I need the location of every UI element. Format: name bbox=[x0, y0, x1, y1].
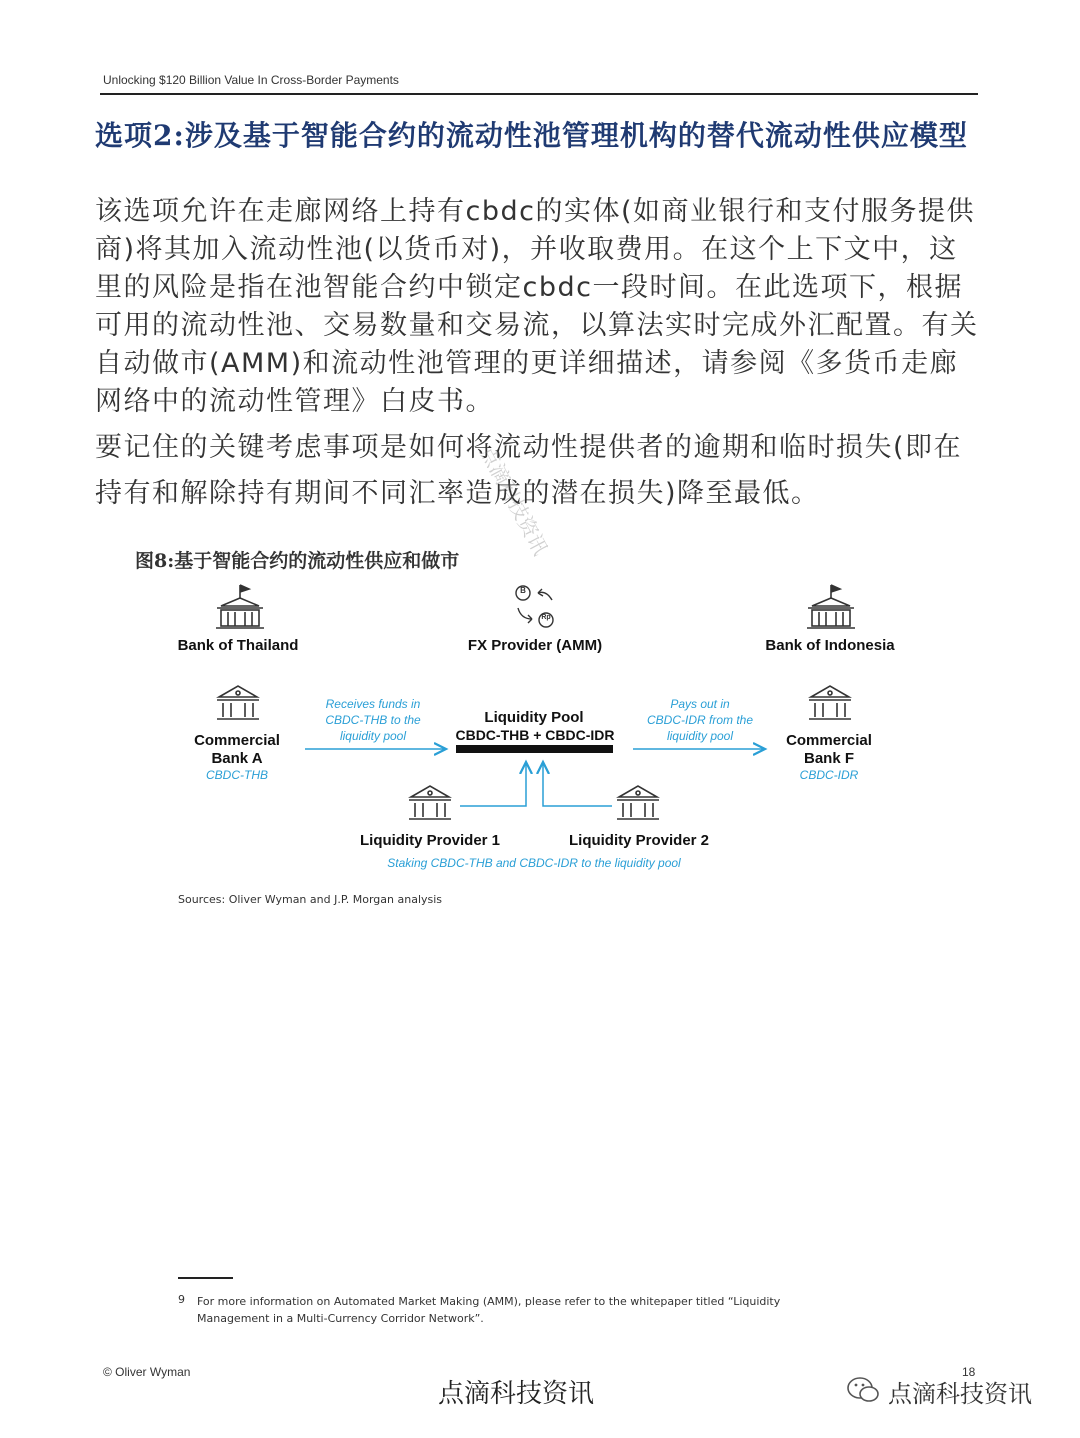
copyright: © Oliver Wyman bbox=[103, 1365, 191, 1379]
commercial-bank-f-label: Commercial Bank F bbox=[786, 732, 872, 767]
paragraph-2: 要记住的关键考虑事项是如何将流动性提供者的逾期和临时损失(即在持有和解除持有期间不同汇率造成的潜在损失)降至最低。 bbox=[95, 432, 963, 509]
section-title: 选项2:涉及基于智能合约的流动性池管理机构的替代流动性供应模型 bbox=[95, 119, 968, 152]
central-bank-icon-thailand bbox=[216, 585, 264, 628]
liquidity-pool-title: Liquidity Pool bbox=[484, 709, 584, 726]
arrow-lp1-to-pool bbox=[460, 762, 526, 806]
fx-provider-label: FX Provider (AMM) bbox=[467, 637, 603, 654]
commercial-bank-a-currency: CBDC-THB bbox=[206, 768, 268, 782]
commercial-bank-icon-a bbox=[217, 686, 259, 719]
footer-brand: 点滴科技资讯 bbox=[438, 1379, 595, 1409]
arrow-lp2-to-pool bbox=[543, 762, 612, 806]
staking-note: Staking CBDC-THB and CBDC-IDR to the liquidity pool bbox=[387, 856, 681, 870]
footnote-text: For more information on Automated Market Making (AMM), please refer to the whitepaper titled “Liquidity Management in a Multi-Currency Corridor Network”. bbox=[197, 1295, 781, 1325]
footnote-rule bbox=[178, 1277, 233, 1279]
commercial-bank-icon-f bbox=[809, 686, 851, 719]
paragraph-1: 该选项允许在走廊网络上持有cbdc的实体(如商业银行和支付服务提供商)将其加入流动性池(以货币对)，并收取费用。在这个上下文中，这里的风险是指在池智能合约中锁定cbdc一段时间。在此选项下，根据可用的流动性池、交易数量和交易流，以算法实时完成外汇配置。有关自动做市(AMM)和流动性池管理的更详细描述，请参阅《多货币走廊网络中的流动性管理》白皮书。 bbox=[95, 196, 979, 417]
running-header: Unlocking $120 Billion Value In Cross-Border Payments bbox=[103, 73, 399, 87]
wechat-icon bbox=[846, 1375, 882, 1405]
sources-note: Sources: Oliver Wyman and J.P. Morgan analysis bbox=[178, 893, 443, 906]
liquidity-pool-bar bbox=[456, 745, 613, 753]
wechat-account-name: 点滴科技资讯 bbox=[888, 1380, 1032, 1408]
watermark: 点滴科技资讯 bbox=[475, 441, 553, 560]
footnote-number: 9 bbox=[178, 1293, 185, 1306]
liquidity-pool-pair: CBDC-THB + CBDC-IDR bbox=[455, 727, 615, 743]
fx-symbol-baht: B bbox=[520, 586, 526, 595]
liquidity-provider-2-label: Liquidity Provider 2 bbox=[568, 832, 710, 849]
central-bank-icon-indonesia bbox=[807, 585, 855, 628]
commercial-bank-a-label: Commercial Bank A bbox=[194, 732, 280, 767]
fx-symbol-rupiah: Rp bbox=[541, 614, 551, 621]
bank-of-thailand-label: Bank of Thailand bbox=[177, 637, 299, 654]
receives-funds-note: Receives funds in CBDC-THB to the liquidity pool bbox=[325, 697, 421, 743]
bank-of-indonesia-label: Bank of Indonesia bbox=[765, 637, 895, 654]
page-number: 18 bbox=[962, 1365, 976, 1379]
commercial-bank-f-currency: CBDC-IDR bbox=[799, 768, 859, 782]
pays-out-note: Pays out in CBDC-IDR from the liquidity pool bbox=[646, 697, 753, 743]
liquidity-provider-1-label: Liquidity Provider 1 bbox=[359, 832, 501, 849]
liquidity-provider-icon-1 bbox=[409, 786, 451, 819]
figure-title: 图8:基于智能合约的流动性供应和做市 bbox=[135, 550, 460, 572]
liquidity-provider-icon-2 bbox=[617, 786, 659, 819]
